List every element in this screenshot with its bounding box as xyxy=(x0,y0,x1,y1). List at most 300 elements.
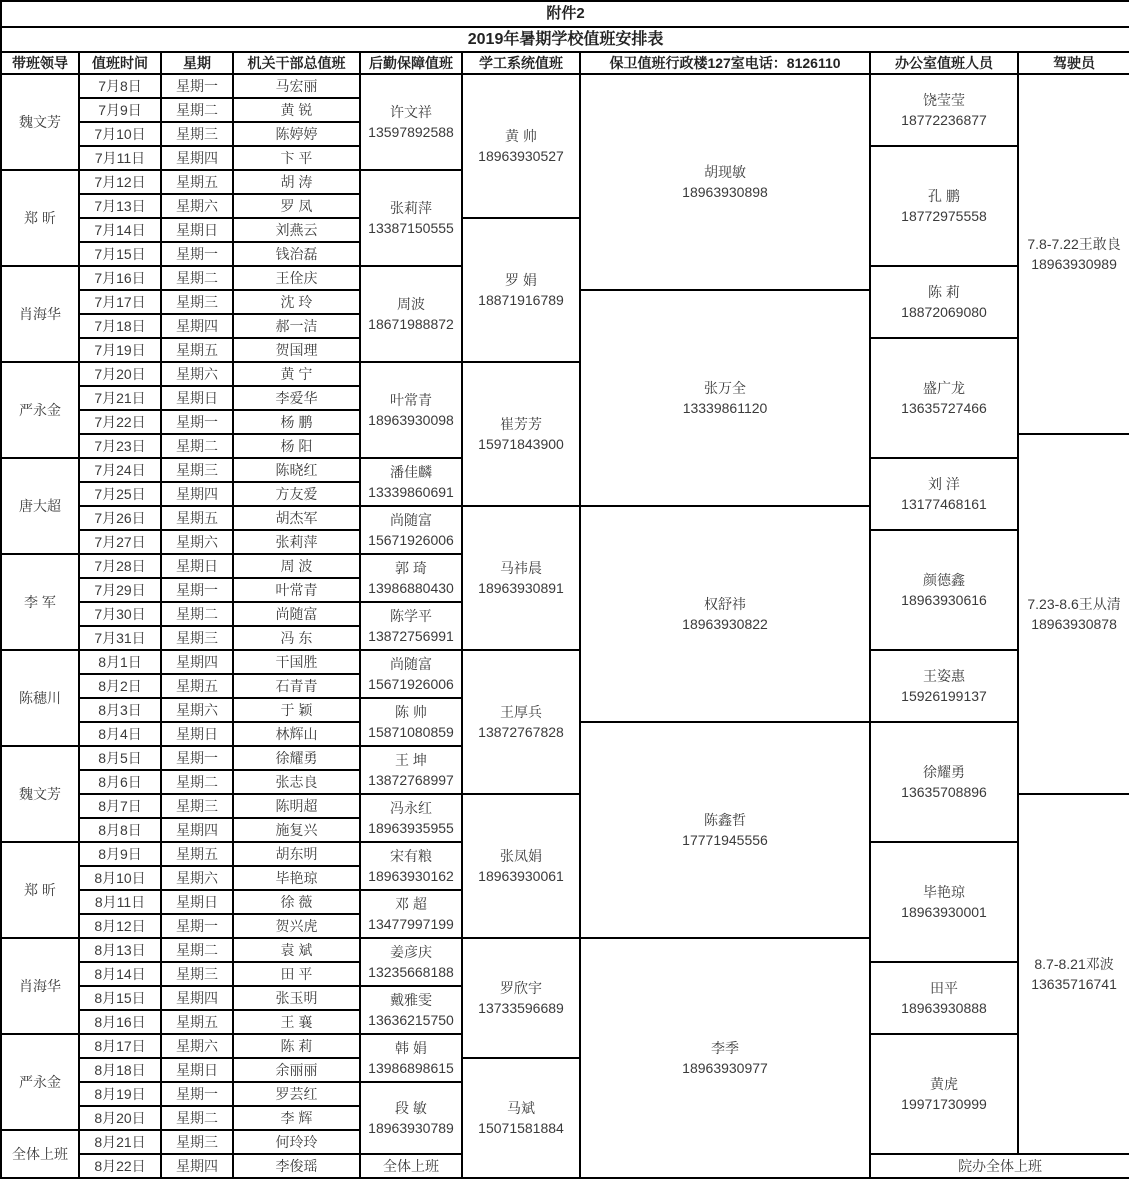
logistics-duty-cell xyxy=(360,362,462,458)
person-name: 宋有粮 xyxy=(390,848,432,865)
date-cell: 8月7日 xyxy=(79,794,161,818)
security-duty-cell xyxy=(580,506,870,722)
person-name: 刘 洋 xyxy=(928,476,960,493)
cadre-duty-cell: 王 襄 xyxy=(233,1010,360,1034)
person-phone: 18963930162 xyxy=(368,868,454,885)
student-work-duty-cell xyxy=(462,218,580,362)
weekday-cell: 星期二 xyxy=(161,266,233,290)
attachment-row xyxy=(1,1,1129,27)
cadre-duty-cell: 陈晓红 xyxy=(233,458,360,482)
person-name: 张凤娟 xyxy=(500,848,542,865)
person-phone: 13986880430 xyxy=(368,580,454,597)
logistics-duty-cell xyxy=(360,74,462,170)
cadre-duty-cell: 刘燕云 xyxy=(233,218,360,242)
weekday-cell: 星期三 xyxy=(161,962,233,986)
cadre-duty-cell: 田 平 xyxy=(233,962,360,986)
col-header-weekday: 星期 xyxy=(161,52,233,74)
student-work-duty-cell xyxy=(462,650,580,794)
student-work-duty-cell xyxy=(462,362,580,506)
weekday-cell: 星期一 xyxy=(161,242,233,266)
person-phone: 13477997199 xyxy=(368,916,454,933)
person-phone: 13339861120 xyxy=(682,400,768,417)
cadre-duty-cell: 徐耀勇 xyxy=(233,746,360,770)
cadre-duty-cell: 黄 宁 xyxy=(233,362,360,386)
security-duty-cell xyxy=(580,938,870,1178)
weekday-cell: 星期二 xyxy=(161,602,233,626)
weekday-cell: 星期六 xyxy=(161,698,233,722)
date-cell: 7月30日 xyxy=(79,602,161,626)
weekday-cell: 星期日 xyxy=(161,722,233,746)
cadre-duty-cell: 杨 阳 xyxy=(233,434,360,458)
person-phone: 13635708896 xyxy=(901,784,987,801)
cadre-duty-cell: 贺国理 xyxy=(233,338,360,362)
weekday-cell: 星期日 xyxy=(161,890,233,914)
leader-cell: 肖海华 xyxy=(1,266,79,362)
office-duty-cell xyxy=(870,962,1018,1034)
office-duty-cell xyxy=(870,338,1018,458)
cadre-duty-cell: 方友爱 xyxy=(233,482,360,506)
date-cell: 8月21日 xyxy=(79,1130,161,1154)
student-work-duty-cell xyxy=(462,1058,580,1178)
person-name: 陈 帅 xyxy=(395,704,427,721)
date-cell: 8月14日 xyxy=(79,962,161,986)
person-phone: 19971730999 xyxy=(901,1096,987,1113)
person-phone: 18963935955 xyxy=(368,820,454,837)
office-duty-cell xyxy=(870,266,1018,338)
cadre-duty-cell: 李爱华 xyxy=(233,386,360,410)
date-cell: 7月16日 xyxy=(79,266,161,290)
person-name: 陈鑫哲 xyxy=(704,812,746,829)
date-cell: 8月2日 xyxy=(79,674,161,698)
weekday-cell: 星期二 xyxy=(161,434,233,458)
weekday-cell: 星期三 xyxy=(161,458,233,482)
person-phone: 15671926006 xyxy=(368,676,454,693)
person-name: 马斌 xyxy=(507,1100,535,1117)
logistics-duty-cell xyxy=(360,1034,462,1082)
cadre-duty-cell: 李 辉 xyxy=(233,1106,360,1130)
person-name: 王姿惠 xyxy=(923,668,965,685)
logistics-duty-cell xyxy=(360,602,462,650)
date-cell: 8月8日 xyxy=(79,818,161,842)
weekday-cell: 星期日 xyxy=(161,218,233,242)
logistics-duty-cell xyxy=(360,506,462,554)
table-row xyxy=(1,74,1129,98)
cadre-duty-cell: 罗芸红 xyxy=(233,1082,360,1106)
weekday-cell: 星期四 xyxy=(161,1154,233,1178)
office-duty-cell xyxy=(870,842,1018,962)
cadre-duty-cell: 毕艳琼 xyxy=(233,866,360,890)
person-phone: 18772236877 xyxy=(901,112,987,129)
person-phone: 13339860691 xyxy=(368,484,454,501)
person-phone: 18963930001 xyxy=(901,904,987,921)
weekday-cell: 星期日 xyxy=(161,554,233,578)
weekday-cell: 星期四 xyxy=(161,482,233,506)
leader-cell: 肖海华 xyxy=(1,938,79,1034)
person-phone: 18963930789 xyxy=(368,1120,454,1137)
person-name: 黄 帅 xyxy=(505,128,537,145)
logistics-duty-cell xyxy=(360,794,462,842)
weekday-cell: 星期三 xyxy=(161,1130,233,1154)
col-header-cadre: 机关干部总值班 xyxy=(233,52,360,74)
person-name: 叶常青 xyxy=(390,392,432,409)
person-phone: 13636215750 xyxy=(368,1012,454,1029)
weekday-cell: 星期三 xyxy=(161,794,233,818)
person-name: 许文祥 xyxy=(390,104,432,121)
person-phone: 13986898615 xyxy=(368,1060,454,1077)
date-cell: 7月24日 xyxy=(79,458,161,482)
date-cell: 8月19日 xyxy=(79,1082,161,1106)
date-cell: 7月8日 xyxy=(79,74,161,98)
person-phone: 18671988872 xyxy=(368,316,454,333)
weekday-cell: 星期六 xyxy=(161,362,233,386)
person-name: 邓 超 xyxy=(395,896,427,913)
person-phone: 15971843900 xyxy=(478,436,564,453)
person-name: 罗欣宇 xyxy=(500,980,542,997)
office-duty-cell xyxy=(870,650,1018,722)
person-phone: 18963930888 xyxy=(901,1000,987,1017)
col-header-leader: 带班领导 xyxy=(1,52,79,74)
logistics-duty-cell xyxy=(360,698,462,746)
person-name: 田平 xyxy=(930,980,958,997)
date-cell: 7月13日 xyxy=(79,194,161,218)
logistics-duty-cell xyxy=(360,1082,462,1154)
weekday-cell: 星期四 xyxy=(161,146,233,170)
cadre-duty-cell: 余丽丽 xyxy=(233,1058,360,1082)
date-cell: 7月21日 xyxy=(79,386,161,410)
person-name: 饶莹莹 xyxy=(923,92,965,109)
cadre-duty-cell: 尚随富 xyxy=(233,602,360,626)
student-work-duty-cell xyxy=(462,74,580,218)
cadre-duty-cell: 冯 东 xyxy=(233,626,360,650)
date-cell: 8月20日 xyxy=(79,1106,161,1130)
date-cell: 7月9日 xyxy=(79,98,161,122)
cadre-duty-cell: 林辉山 xyxy=(233,722,360,746)
table-head xyxy=(1,1,1129,74)
office-duty-cell xyxy=(870,722,1018,842)
weekday-cell: 星期四 xyxy=(161,314,233,338)
office-duty-cell xyxy=(870,1034,1018,1154)
date-cell: 8月15日 xyxy=(79,986,161,1010)
weekday-cell: 星期日 xyxy=(161,386,233,410)
weekday-cell: 星期二 xyxy=(161,1106,233,1130)
date-cell: 7月29日 xyxy=(79,578,161,602)
cadre-duty-cell: 叶常青 xyxy=(233,578,360,602)
cadre-duty-cell: 张玉明 xyxy=(233,986,360,1010)
weekday-cell: 星期二 xyxy=(161,98,233,122)
leader-cell: 魏文芳 xyxy=(1,74,79,170)
date-cell: 7月20日 xyxy=(79,362,161,386)
date-cell: 8月16日 xyxy=(79,1010,161,1034)
leader-cell: 魏文芳 xyxy=(1,746,79,842)
col-header-office: 办公室值班人员 xyxy=(870,52,1018,74)
weekday-cell: 星期一 xyxy=(161,74,233,98)
date-cell: 8月10日 xyxy=(79,866,161,890)
cadre-duty-cell: 石青青 xyxy=(233,674,360,698)
date-cell: 7月26日 xyxy=(79,506,161,530)
weekday-cell: 星期五 xyxy=(161,1010,233,1034)
student-work-duty-cell xyxy=(462,794,580,938)
office-duty-cell xyxy=(870,146,1018,266)
person-name: 毕艳琼 xyxy=(923,884,965,901)
weekday-cell: 星期五 xyxy=(161,170,233,194)
cadre-duty-cell: 陈 莉 xyxy=(233,1034,360,1058)
date-cell: 7月17日 xyxy=(79,290,161,314)
date-cell: 7月14日 xyxy=(79,218,161,242)
date-cell: 7月10日 xyxy=(79,122,161,146)
person-phone: 18772975558 xyxy=(901,208,987,225)
person-name: 姜彦庆 xyxy=(390,944,432,961)
logistics-duty-cell xyxy=(360,266,462,362)
office-driver-merged-cell: 院办全体上班 xyxy=(870,1154,1129,1178)
date-cell: 8月4日 xyxy=(79,722,161,746)
person-name: 黄虎 xyxy=(930,1076,958,1093)
cadre-duty-cell: 马宏丽 xyxy=(233,74,360,98)
logistics-duty-cell xyxy=(360,986,462,1034)
cadre-duty-cell: 贺兴虎 xyxy=(233,914,360,938)
cadre-duty-cell: 杨 鹏 xyxy=(233,410,360,434)
leader-cell: 严永金 xyxy=(1,362,79,458)
cadre-duty-cell: 干国胜 xyxy=(233,650,360,674)
logistics-duty-cell xyxy=(360,890,462,938)
person-name: 罗 娟 xyxy=(505,272,537,289)
date-cell: 8月6日 xyxy=(79,770,161,794)
weekday-cell: 星期一 xyxy=(161,746,233,770)
cadre-duty-cell: 罗 凤 xyxy=(233,194,360,218)
person-name: 权舒祎 xyxy=(704,596,746,613)
col-header-student-work: 学工系统值班 xyxy=(462,52,580,74)
attachment-label: 附件2 xyxy=(1,1,1129,27)
leader-cell: 郑 昕 xyxy=(1,842,79,938)
person-phone: 15871080859 xyxy=(368,724,454,741)
date-cell: 7月28日 xyxy=(79,554,161,578)
cadre-duty-cell: 周 波 xyxy=(233,554,360,578)
person-name: 马祎晨 xyxy=(500,560,542,577)
logistics-duty-cell xyxy=(360,746,462,794)
date-cell: 8月22日 xyxy=(79,1154,161,1178)
date-cell: 7月12日 xyxy=(79,170,161,194)
date-cell: 8月17日 xyxy=(79,1034,161,1058)
office-duty-cell xyxy=(870,74,1018,146)
cadre-duty-cell: 胡东明 xyxy=(233,842,360,866)
title-row xyxy=(1,27,1129,52)
leader-cell: 严永金 xyxy=(1,1034,79,1130)
date-cell: 7月23日 xyxy=(79,434,161,458)
leader-cell: 全体上班 xyxy=(1,1130,79,1178)
cadre-duty-cell: 徐 薇 xyxy=(233,890,360,914)
date-cell: 7月25日 xyxy=(79,482,161,506)
person-phone: 18963930989 xyxy=(1031,256,1117,273)
weekday-cell: 星期日 xyxy=(161,1058,233,1082)
person-name: 张莉萍 xyxy=(390,200,432,217)
person-name: 张万全 xyxy=(704,380,746,397)
person-name: 陈学平 xyxy=(390,608,432,625)
person-name: 陈 莉 xyxy=(928,284,960,301)
person-phone: 18963930527 xyxy=(478,148,564,165)
cadre-duty-cell: 李俊瑶 xyxy=(233,1154,360,1178)
security-duty-cell xyxy=(580,722,870,938)
person-name: 8.7-8.21邓波 xyxy=(1034,956,1114,973)
date-cell: 8月11日 xyxy=(79,890,161,914)
page-title: 2019年暑期学校值班安排表 xyxy=(1,27,1129,52)
weekday-cell: 星期三 xyxy=(161,626,233,650)
person-name: 王 坤 xyxy=(395,752,427,769)
weekday-cell: 星期六 xyxy=(161,1034,233,1058)
column-header-row xyxy=(1,52,1129,74)
security-duty-cell xyxy=(580,290,870,506)
weekday-cell: 星期五 xyxy=(161,506,233,530)
person-phone: 15926199137 xyxy=(901,688,987,705)
weekday-cell: 星期五 xyxy=(161,338,233,362)
office-duty-cell xyxy=(870,530,1018,650)
weekday-cell: 星期四 xyxy=(161,650,233,674)
student-work-duty-cell xyxy=(462,506,580,650)
cadre-duty-cell: 于 颖 xyxy=(233,698,360,722)
person-phone: 18963930977 xyxy=(682,1060,768,1077)
logistics-duty-cell xyxy=(360,842,462,890)
person-phone: 13177468161 xyxy=(901,496,987,513)
date-cell: 8月9日 xyxy=(79,842,161,866)
driver-cell xyxy=(1018,794,1129,1154)
date-cell: 7月11日 xyxy=(79,146,161,170)
person-phone: 15071581884 xyxy=(478,1120,564,1137)
weekday-cell: 星期四 xyxy=(161,986,233,1010)
person-name: 段 敏 xyxy=(395,1100,427,1117)
person-phone: 18963930098 xyxy=(368,412,454,429)
person-phone: 13235668188 xyxy=(368,964,454,981)
person-phone: 18871916789 xyxy=(478,292,564,309)
col-header-logistics: 后勤保障值班 xyxy=(360,52,462,74)
cadre-duty-cell: 陈婷婷 xyxy=(233,122,360,146)
security-duty-cell xyxy=(580,74,870,290)
person-name: 孔 鹏 xyxy=(928,188,960,205)
person-phone: 13872756991 xyxy=(368,628,454,645)
cadre-duty-cell: 沈 玲 xyxy=(233,290,360,314)
person-phone: 18963930061 xyxy=(478,868,564,885)
date-cell: 8月5日 xyxy=(79,746,161,770)
weekday-cell: 星期六 xyxy=(161,866,233,890)
person-phone: 13635716741 xyxy=(1031,976,1117,993)
driver-cell xyxy=(1018,434,1129,794)
table-row xyxy=(1,650,1129,674)
weekday-cell: 星期六 xyxy=(161,194,233,218)
person-name: 冯永红 xyxy=(390,800,432,817)
roster-body xyxy=(1,74,1129,1178)
weekday-cell: 星期五 xyxy=(161,842,233,866)
cadre-duty-cell: 陈明超 xyxy=(233,794,360,818)
cadre-duty-cell: 钱治磊 xyxy=(233,242,360,266)
leader-cell: 唐大超 xyxy=(1,458,79,554)
weekday-cell: 星期一 xyxy=(161,578,233,602)
person-name: 尚随富 xyxy=(390,512,432,529)
weekday-cell: 星期一 xyxy=(161,914,233,938)
person-phone: 13733596689 xyxy=(478,1000,564,1017)
cadre-duty-cell: 何玲玲 xyxy=(233,1130,360,1154)
person-phone: 18872069080 xyxy=(901,304,987,321)
date-cell: 7月19日 xyxy=(79,338,161,362)
cadre-duty-cell: 施复兴 xyxy=(233,818,360,842)
person-name: 颜德鑫 xyxy=(923,572,965,589)
logistics-duty-cell xyxy=(360,170,462,266)
logistics-duty-cell xyxy=(360,554,462,602)
weekday-cell: 星期二 xyxy=(161,770,233,794)
weekday-cell: 星期四 xyxy=(161,818,233,842)
person-phone: 13597892588 xyxy=(368,124,454,141)
leader-cell: 郑 昕 xyxy=(1,170,79,266)
person-name: 韩 娟 xyxy=(395,1040,427,1057)
date-cell: 8月13日 xyxy=(79,938,161,962)
date-cell: 8月18日 xyxy=(79,1058,161,1082)
person-name: 7.23-8.6王从清 xyxy=(1027,596,1121,613)
weekday-cell: 星期一 xyxy=(161,410,233,434)
cadre-duty-cell: 张莉萍 xyxy=(233,530,360,554)
student-work-duty-cell xyxy=(462,938,580,1058)
logistics-duty-cell xyxy=(360,458,462,506)
date-cell: 8月12日 xyxy=(79,914,161,938)
date-cell: 8月1日 xyxy=(79,650,161,674)
leader-cell: 陈穗川 xyxy=(1,650,79,746)
person-phone: 13872767828 xyxy=(478,724,564,741)
weekday-cell: 星期三 xyxy=(161,122,233,146)
col-header-driver: 驾驶员 xyxy=(1018,52,1129,74)
date-cell: 7月31日 xyxy=(79,626,161,650)
weekday-cell: 星期六 xyxy=(161,530,233,554)
date-cell: 7月18日 xyxy=(79,314,161,338)
person-phone: 18963930616 xyxy=(901,592,987,609)
person-phone: 17771945556 xyxy=(682,832,768,849)
person-phone: 18963930878 xyxy=(1031,616,1117,633)
person-phone: 18963930822 xyxy=(682,616,768,633)
weekday-cell: 星期二 xyxy=(161,938,233,962)
weekday-cell: 星期一 xyxy=(161,1082,233,1106)
person-name: 周波 xyxy=(397,296,425,313)
person-name: 徐耀勇 xyxy=(923,764,965,781)
driver-cell xyxy=(1018,74,1129,434)
cadre-duty-cell: 卞 平 xyxy=(233,146,360,170)
office-duty-cell xyxy=(870,458,1018,530)
person-phone: 13387150555 xyxy=(368,220,454,237)
date-cell: 7月15日 xyxy=(79,242,161,266)
logistics-duty-cell xyxy=(360,650,462,698)
person-name: 尚随富 xyxy=(390,656,432,673)
person-phone: 13872768997 xyxy=(368,772,454,789)
logistics-duty-cell xyxy=(360,938,462,986)
person-name: 王厚兵 xyxy=(500,704,542,721)
weekday-cell: 星期五 xyxy=(161,674,233,698)
cadre-duty-cell: 张志良 xyxy=(233,770,360,794)
person-name: 戴雅雯 xyxy=(390,992,432,1009)
person-name: 7.8-7.22王敢良 xyxy=(1027,236,1121,253)
date-cell: 7月27日 xyxy=(79,530,161,554)
date-cell: 7月22日 xyxy=(79,410,161,434)
col-header-date: 值班时间 xyxy=(79,52,161,74)
cadre-duty-cell: 袁 斌 xyxy=(233,938,360,962)
person-phone: 15671926006 xyxy=(368,532,454,549)
person-phone: 13635727466 xyxy=(901,400,987,417)
person-phone: 18963930891 xyxy=(478,580,564,597)
person-phone: 18963930898 xyxy=(682,184,768,201)
cadre-duty-cell: 王佺庆 xyxy=(233,266,360,290)
person-name: 潘佳麟 xyxy=(390,464,432,481)
cadre-duty-cell: 黄 锐 xyxy=(233,98,360,122)
cadre-duty-cell: 胡 涛 xyxy=(233,170,360,194)
date-cell: 8月3日 xyxy=(79,698,161,722)
col-header-security: 保卫值班行政楼127室电话：8126110 xyxy=(580,52,870,74)
person-name: 郭 琦 xyxy=(395,560,427,577)
person-name: 盛广龙 xyxy=(923,380,965,397)
cadre-duty-cell: 郝一洁 xyxy=(233,314,360,338)
person-name: 李季 xyxy=(711,1040,739,1057)
person-name: 胡现敏 xyxy=(704,164,746,181)
